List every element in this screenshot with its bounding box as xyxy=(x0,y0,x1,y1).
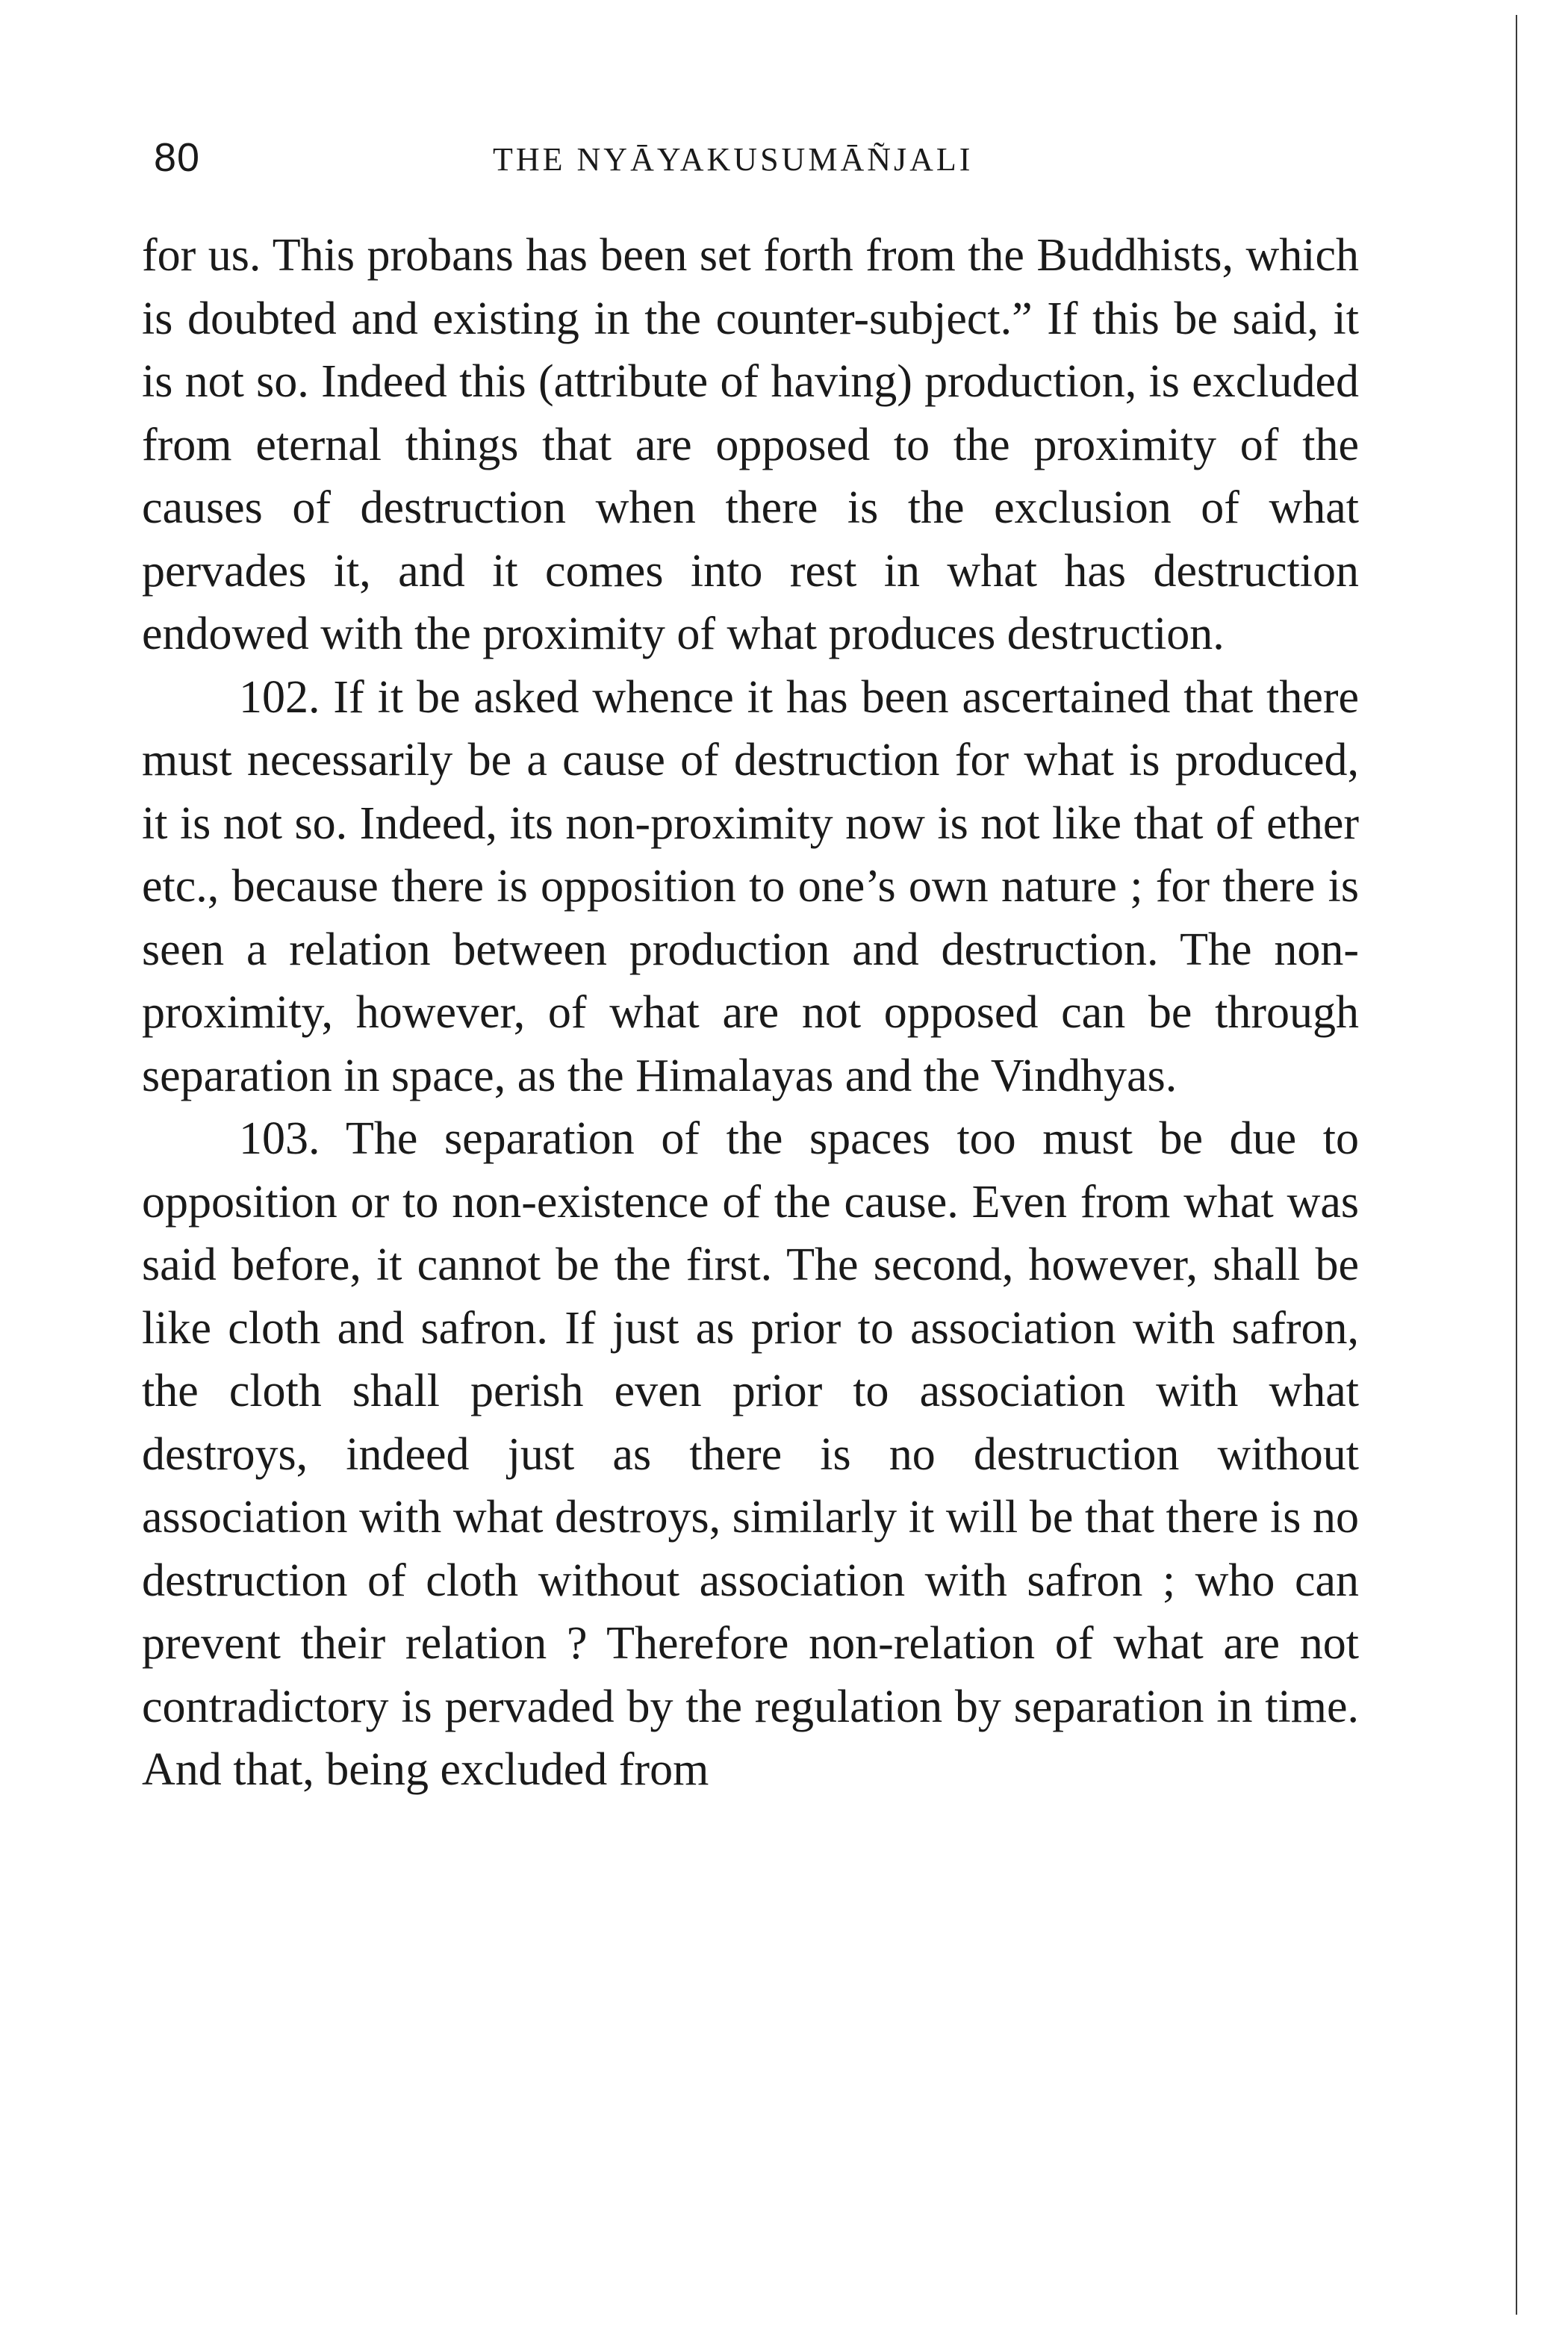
page-edge-line xyxy=(1516,15,1517,2315)
paragraph-number: 102. xyxy=(239,671,320,723)
paragraph-text: for us. This probans has been set forth from the Buddhists, which is doubted and existing in the counter-subject.” If this be said, it is not so. Indeed this (attribute of having) production, is excluded from eternal things that are opposed to the proximity of the causes of destruction when there is the exclusion of what pervades it, and it comes into rest in what has destruction endowed with the proximity of what produces destruction. xyxy=(142,230,1359,659)
paragraph-continued xyxy=(142,224,1359,666)
paragraph-103 xyxy=(142,1107,1359,1802)
paragraph-number: 103. xyxy=(239,1113,320,1164)
paragraph-text: If it be asked whence it has been ascertained that there must necessarily be a cause of destruction for what is produced, it is not so. Indeed, its non-proximity now is not like that of ether etc., because there is opposition to one’s own nature ; for there is seen a relation between production and destruction. The non-proximity, however, of what are not opposed can be through separation in space, as the Himalayas and the Vindhyas. xyxy=(142,671,1360,1101)
paragraph-text: The separation of the spaces too must be due to opposition or to non-existence of the cause. Even from what was said before, it cannot be the first. The second, however, shall be like cloth and safron. If just as prior to association with safron, the cloth shall perish even prior to association with what destroys, indeed just as there is no destruction without association with what destroys, similarly it will be that there is no destruction of cloth without association with safron ; who can prevent their relation ? Therefore non-relation of what are not contradictory is pervaded by the regulation by separation in time. And that, being excluded from xyxy=(142,1113,1359,1795)
paragraph-102 xyxy=(142,666,1359,1108)
page-number: 80 xyxy=(154,135,201,180)
body-text xyxy=(142,224,1359,1802)
page-header xyxy=(154,134,1356,194)
running-title: THE NYĀYAKUSUMĀÑJALI xyxy=(493,141,974,178)
